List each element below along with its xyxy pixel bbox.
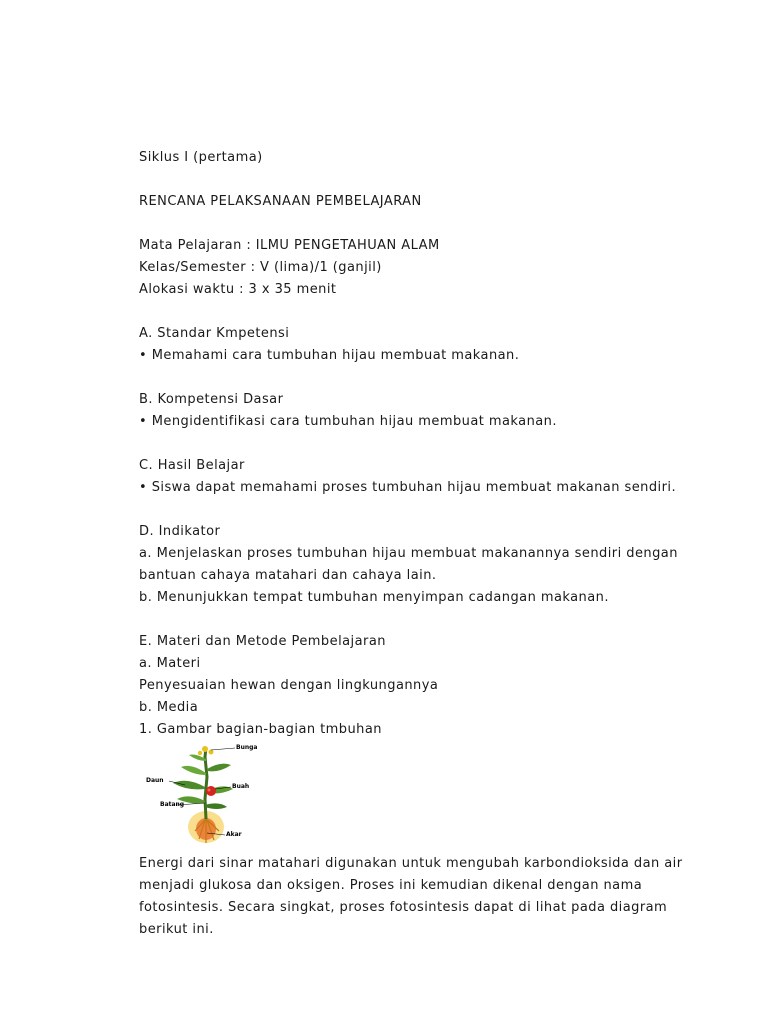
paragraph-line: Energi dari sinar matahari digunakan untuk mengubah karbondioksida dan air	[139, 856, 683, 871]
spacer	[139, 213, 659, 235]
label-bunga: Bunga	[236, 744, 258, 751]
section-d-title: D. Indikator	[139, 524, 221, 539]
time-allocation-line: Alokasi waktu : 3 x 35 menit	[139, 282, 337, 297]
paragraph-line: berikut ini.	[139, 922, 214, 937]
section-a-title: A. Standar Kmpetensi	[139, 326, 290, 341]
spacer	[139, 609, 659, 631]
spacer	[139, 367, 659, 389]
section-b-title: B. Kompetensi Dasar	[139, 392, 284, 407]
label-batang: Batang	[160, 801, 185, 808]
spacer	[139, 499, 659, 521]
section-b-item: • Mengidentifikasi cara tumbuhan hijau membuat makanan.	[139, 414, 557, 429]
section-c-title: C. Hasil Belajar	[139, 458, 245, 473]
paragraph-line: menjadi glukosa dan oksigen. Proses ini kemudian dikenal dengan nama	[139, 878, 643, 893]
section-e-line: Penyesuaian hewan dengan lingkungannya	[139, 678, 439, 693]
section-e-title: E. Materi dan Metode Pembelajaran	[139, 634, 386, 649]
spacer	[139, 301, 659, 323]
section-e-line: 1. Gambar bagian-bagian tmbuhan	[139, 722, 382, 737]
paragraph-line: fotosintesis. Secara singkat, proses fotosintesis dapat di lihat pada diagram	[139, 900, 668, 915]
subject-line: Mata Pelajaran : ILMU PENGETAHUAN ALAM	[139, 238, 440, 253]
cycle-title: Siklus I (pertama)	[139, 150, 263, 165]
section-d-line: b. Menunjukkan tempat tumbuhan menyimpan cadangan makanan.	[139, 590, 609, 605]
plant-parts-figure	[139, 743, 259, 847]
label-daun: Daun	[146, 777, 164, 784]
section-c-item: • Siswa dapat memahami proses tumbuhan hijau membuat makanan sendiri.	[139, 480, 677, 495]
class-semester-line: Kelas/Semester : V (lima)/1 (ganjil)	[139, 260, 382, 275]
section-e-line: b. Media	[139, 700, 199, 715]
section-a-item: • Memahami cara tumbuhan hijau membuat makanan.	[139, 348, 520, 363]
label-akar: Akar	[226, 831, 242, 838]
label-buah: Buah	[232, 783, 250, 790]
section-d-line: bantuan cahaya matahari dan cahaya lain.	[139, 568, 437, 583]
section-d-line: a. Menjelaskan proses tumbuhan hijau membuat makanannya sendiri dengan	[139, 546, 678, 561]
plan-title: RENCANA PELAKSANAAN PEMBELAJARAN	[139, 194, 422, 209]
spacer	[139, 433, 659, 455]
document-page	[139, 147, 683, 941]
section-e-line: a. Materi	[139, 656, 201, 671]
spacer	[139, 169, 659, 191]
